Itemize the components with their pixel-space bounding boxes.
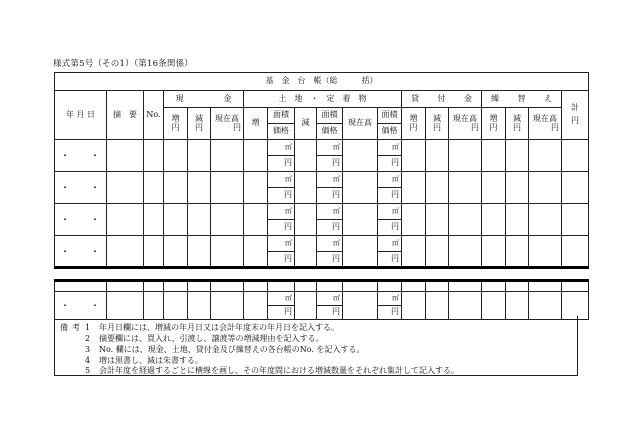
area-unit: ㎡ bbox=[317, 140, 343, 156]
blank-cell bbox=[482, 281, 506, 292]
loan-increase-cell bbox=[402, 140, 426, 172]
blank-cell bbox=[378, 281, 402, 292]
cash-current-label: 現在高 bbox=[215, 113, 239, 123]
land-decrease-cell bbox=[295, 236, 317, 268]
note-number: 4 bbox=[85, 356, 91, 365]
date-cell: ・ ・ bbox=[55, 236, 107, 268]
blank-cell bbox=[506, 281, 529, 292]
summary-cell bbox=[107, 236, 144, 268]
blank-cell bbox=[211, 281, 244, 292]
land-current-cell bbox=[343, 204, 378, 236]
table-row bbox=[55, 172, 589, 188]
loan-decrease-header bbox=[426, 108, 449, 140]
transfer-increase-header bbox=[482, 108, 506, 140]
loan-decrease-label: 減 bbox=[433, 113, 441, 123]
price-unit: 円 bbox=[317, 220, 343, 236]
transfer-increase-cell bbox=[482, 172, 506, 204]
land-decrease-cell bbox=[295, 204, 317, 236]
note-text: 増は黒書し、減は朱書する。 bbox=[99, 356, 203, 365]
area-unit: ㎡ bbox=[378, 292, 402, 306]
price-unit: 円 bbox=[317, 252, 343, 268]
area-unit: ㎡ bbox=[268, 292, 295, 306]
price-unit: 円 bbox=[268, 306, 295, 320]
loan-decrease-cell bbox=[426, 140, 449, 172]
area-unit: ㎡ bbox=[268, 204, 295, 220]
land-decrease-header: 減 bbox=[295, 108, 317, 140]
loan-current-unit: 円 bbox=[471, 122, 479, 132]
summary-cell bbox=[107, 204, 144, 236]
total-header bbox=[562, 91, 589, 140]
price-unit: 円 bbox=[378, 252, 402, 268]
loan-increase-cell bbox=[402, 204, 426, 236]
blank-cell bbox=[244, 281, 268, 292]
cash-increase-label: 増 bbox=[171, 113, 180, 123]
table-row bbox=[55, 140, 589, 156]
land-increase-cell bbox=[244, 140, 268, 172]
land-current-cell bbox=[343, 140, 378, 172]
loan-decrease-cell bbox=[426, 204, 449, 236]
blank-cell bbox=[295, 281, 317, 292]
total-cell bbox=[562, 172, 589, 204]
table-row bbox=[55, 204, 589, 220]
loan-current-header bbox=[449, 108, 482, 140]
cash-current-cell bbox=[211, 172, 244, 204]
note-item bbox=[85, 365, 459, 376]
total-cell bbox=[562, 140, 589, 172]
transfer-current-cell bbox=[529, 140, 562, 172]
transfer-current-label: 現在高 bbox=[533, 113, 557, 123]
table-row bbox=[55, 236, 589, 252]
table-row bbox=[55, 292, 589, 306]
loan-current-cell bbox=[449, 172, 482, 204]
cash-header: 現 金 bbox=[164, 91, 244, 108]
form-title: 様式第5号（その1）（第16条関係） bbox=[53, 59, 193, 69]
loan-increase-header bbox=[402, 108, 426, 140]
cash-decrease-label: 減 bbox=[195, 113, 203, 123]
transfer-current-unit: 円 bbox=[551, 122, 559, 132]
fund-ledger-table bbox=[54, 72, 589, 320]
land-current-cell bbox=[343, 236, 378, 268]
price-unit: 円 bbox=[378, 306, 402, 320]
land-increase-cell bbox=[244, 236, 268, 268]
note-item bbox=[85, 322, 339, 333]
note-number: 2 bbox=[85, 334, 91, 343]
note-item bbox=[85, 344, 365, 355]
table-title: 基 金 台 帳（総 括） bbox=[55, 73, 589, 91]
land-decrease-cell bbox=[295, 140, 317, 172]
cash-current-cell bbox=[211, 204, 244, 236]
blank-cell bbox=[449, 281, 482, 292]
note-number: 1 bbox=[85, 323, 91, 332]
transfer-current-header bbox=[529, 108, 562, 140]
cash-decrease-cell bbox=[188, 236, 211, 268]
cash-increase-cell bbox=[164, 172, 188, 204]
blank-cell bbox=[55, 281, 107, 292]
price-unit: 円 bbox=[378, 220, 402, 236]
date-header: 年 月 日 bbox=[55, 91, 107, 140]
cash-current-unit: 円 bbox=[233, 122, 241, 132]
notes-label: 備考 bbox=[60, 323, 84, 332]
land-current-header: 現在高 bbox=[343, 108, 378, 140]
cash-increase-cell bbox=[164, 204, 188, 236]
price-unit: 円 bbox=[268, 188, 295, 204]
date-cell: ・ ・ bbox=[55, 172, 107, 204]
no-cell bbox=[144, 172, 164, 204]
cash-decrease-unit: 円 bbox=[195, 122, 203, 132]
area-unit: ㎡ bbox=[317, 204, 343, 220]
transfer-increase-label: 増 bbox=[489, 113, 498, 123]
area-unit: ㎡ bbox=[378, 140, 402, 156]
loan-increase-label: 増 bbox=[409, 113, 418, 123]
land-decrease-cell bbox=[295, 172, 317, 204]
cash-decrease-cell bbox=[188, 204, 211, 236]
blank-cell bbox=[188, 281, 211, 292]
note-text: 摘要欄には、買入れ、引渡し、譲渡等の増減理由を記入する。 bbox=[99, 334, 324, 343]
table-row bbox=[55, 281, 589, 292]
transfer-current-cell bbox=[529, 172, 562, 204]
transfer-increase-cell bbox=[482, 140, 506, 172]
price-unit: 円 bbox=[268, 252, 295, 268]
transfer-header: 繰 替 え bbox=[482, 91, 562, 108]
cash-decrease-cell bbox=[188, 140, 211, 172]
transfer-increase-unit: 円 bbox=[489, 122, 498, 132]
price-unit: 円 bbox=[268, 220, 295, 236]
date-cell: ・ ・ bbox=[55, 292, 107, 320]
transfer-decrease-cell bbox=[506, 204, 529, 236]
loan-increase-cell bbox=[402, 236, 426, 268]
total-label: 計 bbox=[571, 103, 579, 113]
land-increase-cell bbox=[244, 172, 268, 204]
cash-current-header bbox=[211, 108, 244, 140]
blank-cell bbox=[268, 281, 295, 292]
land-header: 土地・定着物 bbox=[244, 91, 402, 108]
land-current-cell bbox=[343, 172, 378, 204]
price-unit: 円 bbox=[317, 156, 343, 172]
blank-cell bbox=[164, 281, 188, 292]
transfer-decrease-header bbox=[506, 108, 529, 140]
summary-cell bbox=[107, 172, 144, 204]
area-unit: ㎡ bbox=[378, 172, 402, 188]
land-increase-area-header: 面積 bbox=[268, 108, 295, 124]
date-cell: ・ ・ bbox=[55, 204, 107, 236]
area-unit: ㎡ bbox=[268, 140, 295, 156]
cash-decrease-cell bbox=[188, 172, 211, 204]
no-cell bbox=[144, 204, 164, 236]
note-number: 3 bbox=[85, 345, 91, 354]
blank-cell bbox=[107, 281, 144, 292]
blank-cell bbox=[562, 281, 589, 292]
transfer-decrease-cell bbox=[506, 140, 529, 172]
land-current-price-header: 価格 bbox=[378, 124, 402, 140]
notes-section bbox=[54, 316, 578, 376]
cash-current-cell bbox=[211, 236, 244, 268]
price-unit: 円 bbox=[378, 188, 402, 204]
loan-decrease-unit: 円 bbox=[433, 122, 441, 132]
loan-header: 貸 付 金 bbox=[402, 91, 482, 108]
area-unit: ㎡ bbox=[268, 236, 295, 252]
cash-current-cell bbox=[211, 140, 244, 172]
land-current-area-header: 面積 bbox=[378, 108, 402, 124]
land-decrease-area-header: 面積 bbox=[317, 108, 343, 124]
cash-increase-header bbox=[164, 108, 188, 140]
area-unit: ㎡ bbox=[378, 236, 402, 252]
blank-cell bbox=[426, 281, 449, 292]
note-text: 会計年度を経過するごとに横線を画し、その年度間における増減数量をそれぞれ集計して記入する。 bbox=[99, 366, 459, 375]
area-unit: ㎡ bbox=[378, 204, 402, 220]
transfer-decrease-label: 減 bbox=[513, 113, 521, 123]
total-cell bbox=[562, 204, 589, 236]
loan-decrease-cell bbox=[426, 236, 449, 268]
loan-increase-cell bbox=[402, 172, 426, 204]
transfer-decrease-cell bbox=[506, 236, 529, 268]
note-text: 年月日欄には、増減の年月日又は会計年度末の年月日を記入する。 bbox=[99, 323, 339, 332]
transfer-decrease-cell bbox=[506, 172, 529, 204]
transfer-current-cell bbox=[529, 236, 562, 268]
transfer-increase-cell bbox=[482, 204, 506, 236]
cash-increase-cell bbox=[164, 236, 188, 268]
note-item bbox=[85, 333, 323, 344]
price-unit: 円 bbox=[317, 188, 343, 204]
land-increase-cell bbox=[244, 204, 268, 236]
land-decrease-price-header: 価格 bbox=[317, 124, 343, 140]
no-cell bbox=[144, 236, 164, 268]
transfer-current-cell bbox=[529, 204, 562, 236]
summary-cell bbox=[107, 140, 144, 172]
note-number: 5 bbox=[85, 366, 91, 375]
blank-cell bbox=[144, 281, 164, 292]
blank-cell bbox=[529, 281, 562, 292]
blank-cell bbox=[343, 281, 378, 292]
land-increase-header: 増 bbox=[244, 108, 268, 140]
cash-increase-cell bbox=[164, 140, 188, 172]
loan-current-label: 現在高 bbox=[453, 113, 477, 123]
total-unit: 円 bbox=[571, 116, 579, 125]
area-unit: ㎡ bbox=[317, 172, 343, 188]
total-cell bbox=[562, 236, 589, 268]
price-unit: 円 bbox=[378, 156, 402, 172]
transfer-decrease-unit: 円 bbox=[513, 122, 521, 132]
blank-cell bbox=[402, 281, 426, 292]
price-unit: 円 bbox=[268, 156, 295, 172]
area-unit: ㎡ bbox=[317, 292, 343, 306]
cash-decrease-header bbox=[188, 108, 211, 140]
loan-decrease-cell bbox=[426, 172, 449, 204]
land-increase-price-header: 価格 bbox=[268, 124, 295, 140]
price-unit: 円 bbox=[317, 306, 343, 320]
summary-header: 摘 要 bbox=[107, 91, 144, 140]
area-unit: ㎡ bbox=[268, 172, 295, 188]
fiscal-year-separator bbox=[55, 268, 589, 281]
no-cell bbox=[144, 140, 164, 172]
note-text: No. 欄には、現金、土地、貸付金及び繰替えの各台帳のNo. を記入する。 bbox=[99, 345, 365, 354]
transfer-increase-cell bbox=[482, 236, 506, 268]
no-header: No. bbox=[144, 91, 164, 140]
blank-cell bbox=[317, 281, 343, 292]
loan-increase-unit: 円 bbox=[409, 122, 418, 132]
loan-current-cell bbox=[449, 236, 482, 268]
date-cell: ・ ・ bbox=[55, 140, 107, 172]
loan-current-cell bbox=[449, 140, 482, 172]
area-unit: ㎡ bbox=[317, 236, 343, 252]
cash-increase-unit: 円 bbox=[171, 122, 180, 132]
loan-current-cell bbox=[449, 204, 482, 236]
